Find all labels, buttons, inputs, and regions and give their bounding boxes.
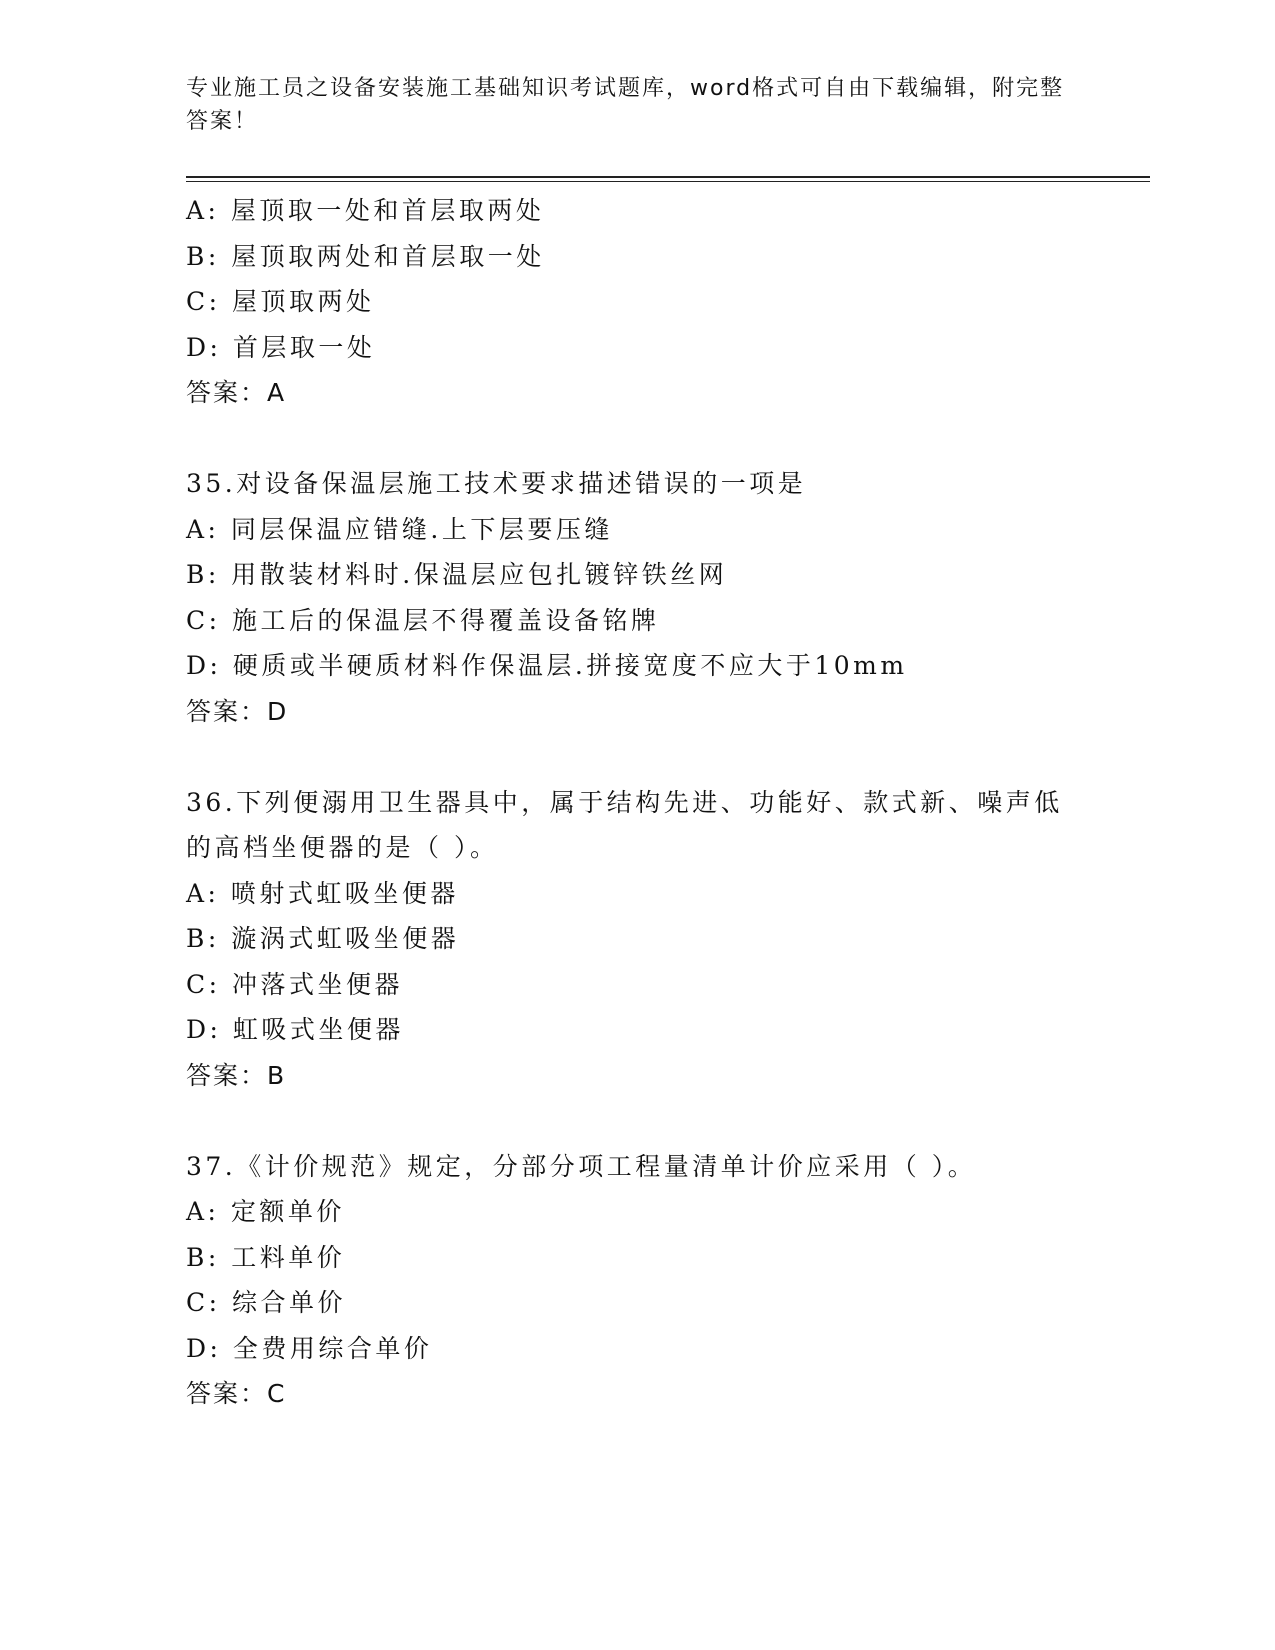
answer-label: 答案：D [186, 696, 289, 726]
option-c: C: 施工后的保温层不得覆盖设备铭牌 [186, 605, 660, 635]
option-b: B: 工料单价 [186, 1242, 346, 1272]
question-block-36 [186, 780, 1086, 1099]
question-list [186, 188, 1086, 1417]
question-stem-line-1: 36.下列便溺用卫生器具中，属于结构先进、功能好、款式新、噪声低 [186, 787, 1063, 817]
option-b: B: 屋顶取两处和首层取一处 [186, 241, 545, 271]
question-block-35 [186, 461, 1086, 734]
document-header: 专业施工员之设备安装施工基础知识考试题库，word格式可自由下载编辑，附完整答案！ [186, 76, 1065, 134]
question-stem-line-2: 的高档坐便器的是（ ）。 [186, 833, 499, 862]
spacer [186, 1098, 1086, 1144]
option-c: C: 综合单价 [186, 1288, 346, 1317]
option-c: C: 冲落式坐便器 [186, 969, 403, 999]
question-stem: 37.《计价规范》规定，分部分项工程量清单计价应采用（ ）。 [186, 1151, 977, 1181]
option-a: A: 喷射式虹吸坐便器 [186, 878, 459, 908]
spacer [186, 416, 1086, 462]
option-d: D: 全费用综合单价 [186, 1333, 433, 1363]
option-b: B: 漩涡式虹吸坐便器 [186, 924, 460, 953]
option-b: B: 用散装材料时.保温层应包扎镀锌铁丝网 [186, 560, 728, 589]
question-block-34 [186, 188, 1086, 416]
option-d: D: 硬质或半硬质材料作保温层.拼接宽度不应大于10mm [186, 651, 908, 680]
question-stem: 35.对设备保温层施工技术要求描述错误的一项是 [186, 469, 807, 498]
option-d: D: 首层取一处 [186, 332, 376, 362]
option-c: C: 屋顶取两处 [186, 287, 375, 316]
option-a: A: 同层保温应错缝.上下层要压缝 [186, 514, 613, 544]
option-a: A: 定额单价 [186, 1197, 345, 1226]
answer-label: 答案：B [186, 1060, 287, 1090]
header-divider-thick [186, 176, 1150, 178]
answer-label: 答案：A [186, 378, 287, 407]
option-d: D: 虹吸式坐便器 [186, 1015, 404, 1044]
option-a: A: 屋顶取一处和首层取两处 [186, 196, 545, 225]
question-block-37 [186, 1144, 1086, 1417]
header-divider-thin [186, 181, 1150, 182]
answer-label: 答案：C [186, 1379, 287, 1408]
spacer [186, 734, 1086, 780]
